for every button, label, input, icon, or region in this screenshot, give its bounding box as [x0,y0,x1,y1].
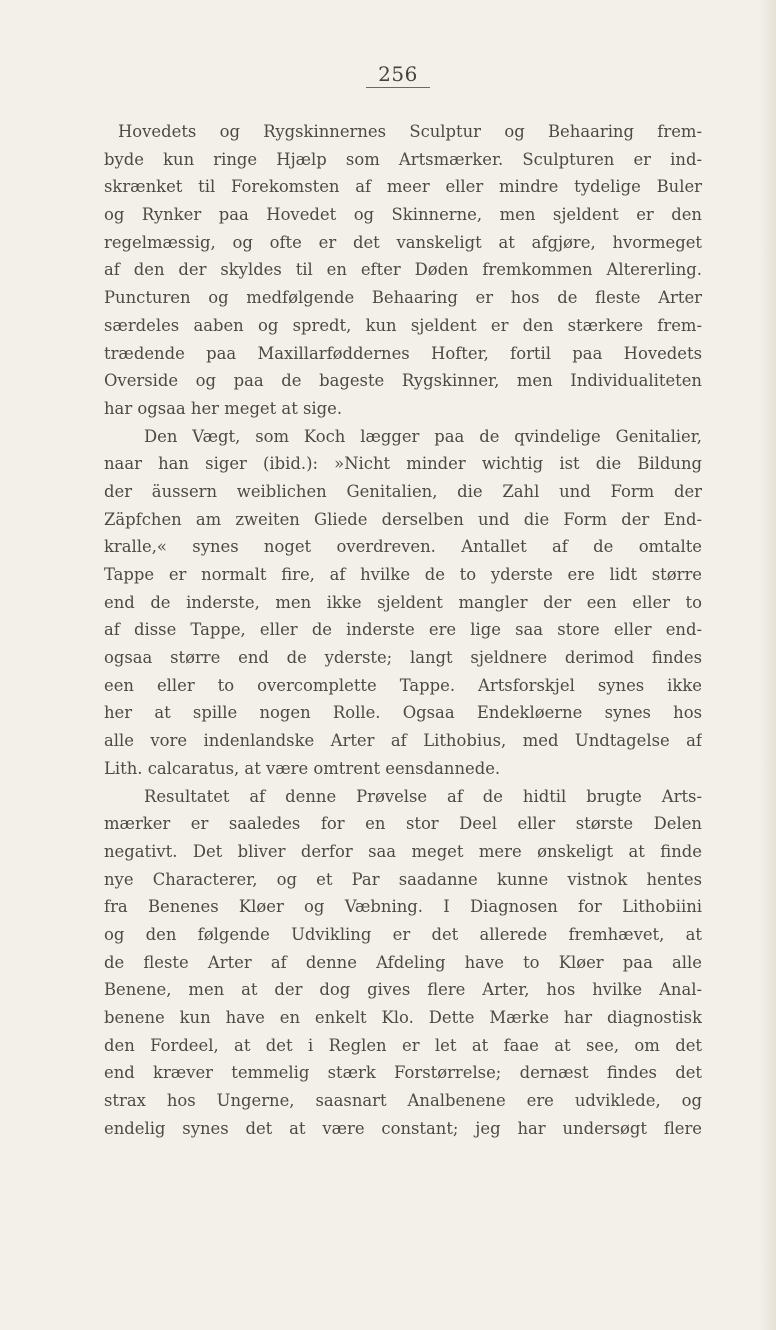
text-line: her at spille nogen Rolle. Ogsaa Endekløerne synes hos [104,703,702,723]
text-line: strax hos Ungerne, saasnart Analbenene ere udviklede, og [104,1091,702,1111]
text-line: og Rynker paa Hovedet og Skinnerne, men sjeldent er den [104,205,702,225]
text-line: og den følgende Udvikling er det allerede fremhævet, at [104,924,702,944]
text-line: benene kun have en enkelt Klo. Dette Mærke har diagnostisk [104,1008,702,1027]
text-line: Resultatet af denne Prøvelse af de hidtil brugte Arts- [144,786,702,806]
text-line: mærker er saaledes for en stor Deel eller største Delen [104,814,702,834]
text-line: Benene, men at der dog gives flere Arter, hos hvilke Anal- [104,980,702,1000]
text-line: de fleste Arter af denne Afdeling have to Kløer paa alle [104,952,702,972]
text-line: kralle,« synes noget overdreven. Antallet af de omtalte [104,537,702,557]
text-line: Lith. calcaratus, at være omtrent eensdannede. [104,758,501,778]
text-line: af disse Tappe, eller de inderste ere lige saa store eller end- [104,620,702,640]
text-line: har ogsaa her meget at sige. [104,398,343,418]
text-line: Tappe er normalt fire, af hvilke de to yderste ere lidt større [104,565,702,584]
text-line: naar han siger (ibid.): »Nicht minder wichtig ist die Bildung [104,454,702,474]
text-line: Zäpfchen am zweiten Gliede derselben und die Form der End- [104,509,702,529]
text-line: Hovedets og Rygskinnernes Sculptur og Behaaring frem- [118,122,702,141]
text-line: alle vore indenlandske Arter af Lithobius, med Undtagelse af [104,731,702,751]
text-line: negativt. Det bliver derfor saa meget mere ønskeligt at finde [104,841,702,861]
text-line: Overside og paa de bageste Rygskinner, men Individualiteten [104,371,702,391]
text-line: fra Benenes Kløer og Væbning. I Diagnosen for Lithobiini [104,897,702,917]
text-line: trædende paa Maxillarføddernes Hofter, fortil paa Hovedets [104,343,702,363]
text-line: byde kun ringe Hjælp som Artsmærker. Sculpturen er ind- [104,149,702,169]
text-line: den Fordeel, at det i Reglen er let at faae at see, om det [104,1035,702,1055]
text-line: end de inderste, men ikke sjeldent mangler der een eller to [104,592,702,612]
text-line: særdeles aaben og spredt, kun sjeldent er den stærkere frem- [104,315,702,335]
text-line: een eller to overcomplette Tappe. Artsforskjel synes ikke [104,675,702,695]
text-line: af den der skyldes til en efter Døden fremkommen Altererling. [104,260,702,280]
text-line: nye Characterer, og et Par saadanne kunne vistnok hentes [104,869,702,889]
body-text [104,118,702,1142]
text-line: ogsaa større end de yderste; langt sjeldnere derimod findes [104,648,702,668]
text-line: skrænket til Forekomsten af meer eller mindre tydelige Buler [104,177,702,197]
text-line: der äussern weiblichen Genitalien, die Zahl und Form der [104,481,702,501]
text-line: regelmæssig, og ofte er det vanskeligt at afgjøre, hvormeget [104,232,702,252]
text-line: Den Vægt, som Koch lægger paa de qvindelige Genitalier, [144,426,702,446]
page-number: 256 [366,62,430,88]
text-line: Puncturen og medfølgende Behaaring er hos de fleste Arter [104,288,702,308]
text-line: endelig synes det at være constant; jeg har undersøgt flere [104,1118,702,1138]
text-line: end kræver temmelig stærk Forstørrelse; dernæst findes det [104,1063,702,1083]
page-edge-shadow [760,0,776,1330]
